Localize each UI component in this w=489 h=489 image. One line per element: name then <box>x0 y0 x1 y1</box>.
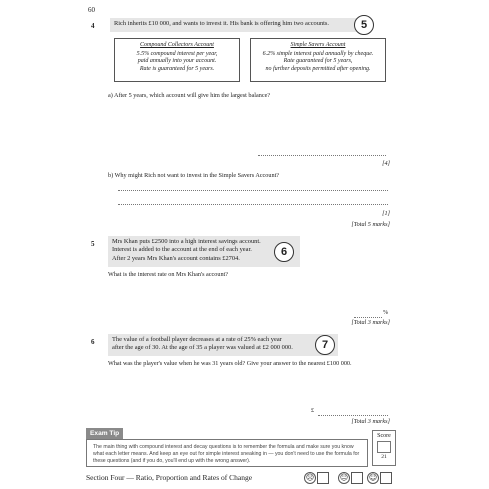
question-4a-text: a) After 5 years, which account will give him the largest balance? <box>108 92 271 99</box>
part-marks: [1] <box>382 210 390 217</box>
simple-savers-account-box <box>250 38 386 82</box>
section-footer: Section Four — Ratio, Proportion and Rates of Change <box>86 473 253 482</box>
score-label: Score <box>377 433 391 439</box>
question-4-number: 4 <box>91 22 95 30</box>
compound-collectors-account-box <box>114 38 240 82</box>
sad-face-icon: ☹ <box>305 473 315 482</box>
question-5-line: After 2 years Mrs Khan's account contains £2704. <box>112 254 240 262</box>
account-line: 5.5% compound interest per year, <box>136 50 218 57</box>
page-number: 60 <box>88 6 95 14</box>
question-6-text: What was the player's value when he was 31 years old? Give your answer to the nearest £100 000. <box>108 360 352 367</box>
question-5-text: What is the interest rate on Mrs Khan's account? <box>108 271 229 278</box>
answer-line[interactable] <box>258 155 386 156</box>
marks-badge: 6 <box>274 242 294 262</box>
account-line: paid annually into your account. <box>137 58 217 65</box>
answer-line[interactable] <box>118 204 388 205</box>
question-6-total: [Total 3 marks] <box>351 418 390 425</box>
answer-line[interactable] <box>354 317 382 318</box>
question-6-line: The value of a football player decreases at a rate of 25% each year <box>112 336 282 343</box>
question-5-line: Interest is added to the account at the end of each year. <box>112 246 252 254</box>
exam-tip-text: The main thing with compound interest and decay questions is to remember the formula and make sure you know what each letter means. And keep an eye out for simple interest sneaking in — you don't need to use the formula for these questions (and if you do, you'll end up with the wrong answer). <box>86 439 368 467</box>
question-6-number: 6 <box>91 338 95 346</box>
rating-checkbox[interactable] <box>351 472 363 484</box>
answer-line[interactable] <box>118 190 388 191</box>
question-4b-text: b) Why might Rich not want to invest in the Simple Savers Account? <box>108 172 280 179</box>
marks-badge: 5 <box>354 15 374 35</box>
marks-badge: 7 <box>315 335 335 355</box>
account-line: Rate guaranteed for 5 years, <box>283 58 353 65</box>
score-box <box>372 430 396 466</box>
rating-checkbox[interactable] <box>380 472 392 484</box>
neutral-face-icon: 😐 <box>339 473 349 482</box>
account-line: 6.2% simple interest paid annually by cheque. <box>262 50 374 57</box>
score-field[interactable] <box>377 441 391 453</box>
answer-line[interactable] <box>318 415 388 416</box>
question-5-line: Mrs Khan puts £2500 into a high interest savings account. <box>112 238 261 245</box>
answer-prefix: £ <box>311 407 315 414</box>
question-4-total: [Total 5 marks] <box>351 221 390 228</box>
account-line: no further deposits permitted after opening. <box>265 65 371 72</box>
account-line: Rate is guaranteed for 5 years. <box>139 65 215 72</box>
question-5-number: 5 <box>91 240 95 248</box>
question-6-line: after the age of 30. At the age of 35 a player was valued at £2 000 000. <box>112 344 293 352</box>
account-title: Compound Collectors Account <box>140 42 214 48</box>
account-title: Simple Savers Account <box>290 42 346 48</box>
score-total: 21 <box>381 454 387 460</box>
question-6-intro <box>108 334 338 356</box>
exam-tip-label: Exam Tip <box>86 428 123 439</box>
question-5-intro <box>108 236 300 267</box>
part-marks: [4] <box>382 160 390 167</box>
question-4-intro: Rich inherits £10 000, and wants to invest it. His bank is offering him two accounts. <box>110 18 358 32</box>
happy-face-icon: ☺ <box>368 473 378 482</box>
rating-checkbox[interactable] <box>317 472 329 484</box>
answer-unit: % <box>383 309 389 316</box>
question-5-total: [Total 3 marks] <box>351 319 390 326</box>
